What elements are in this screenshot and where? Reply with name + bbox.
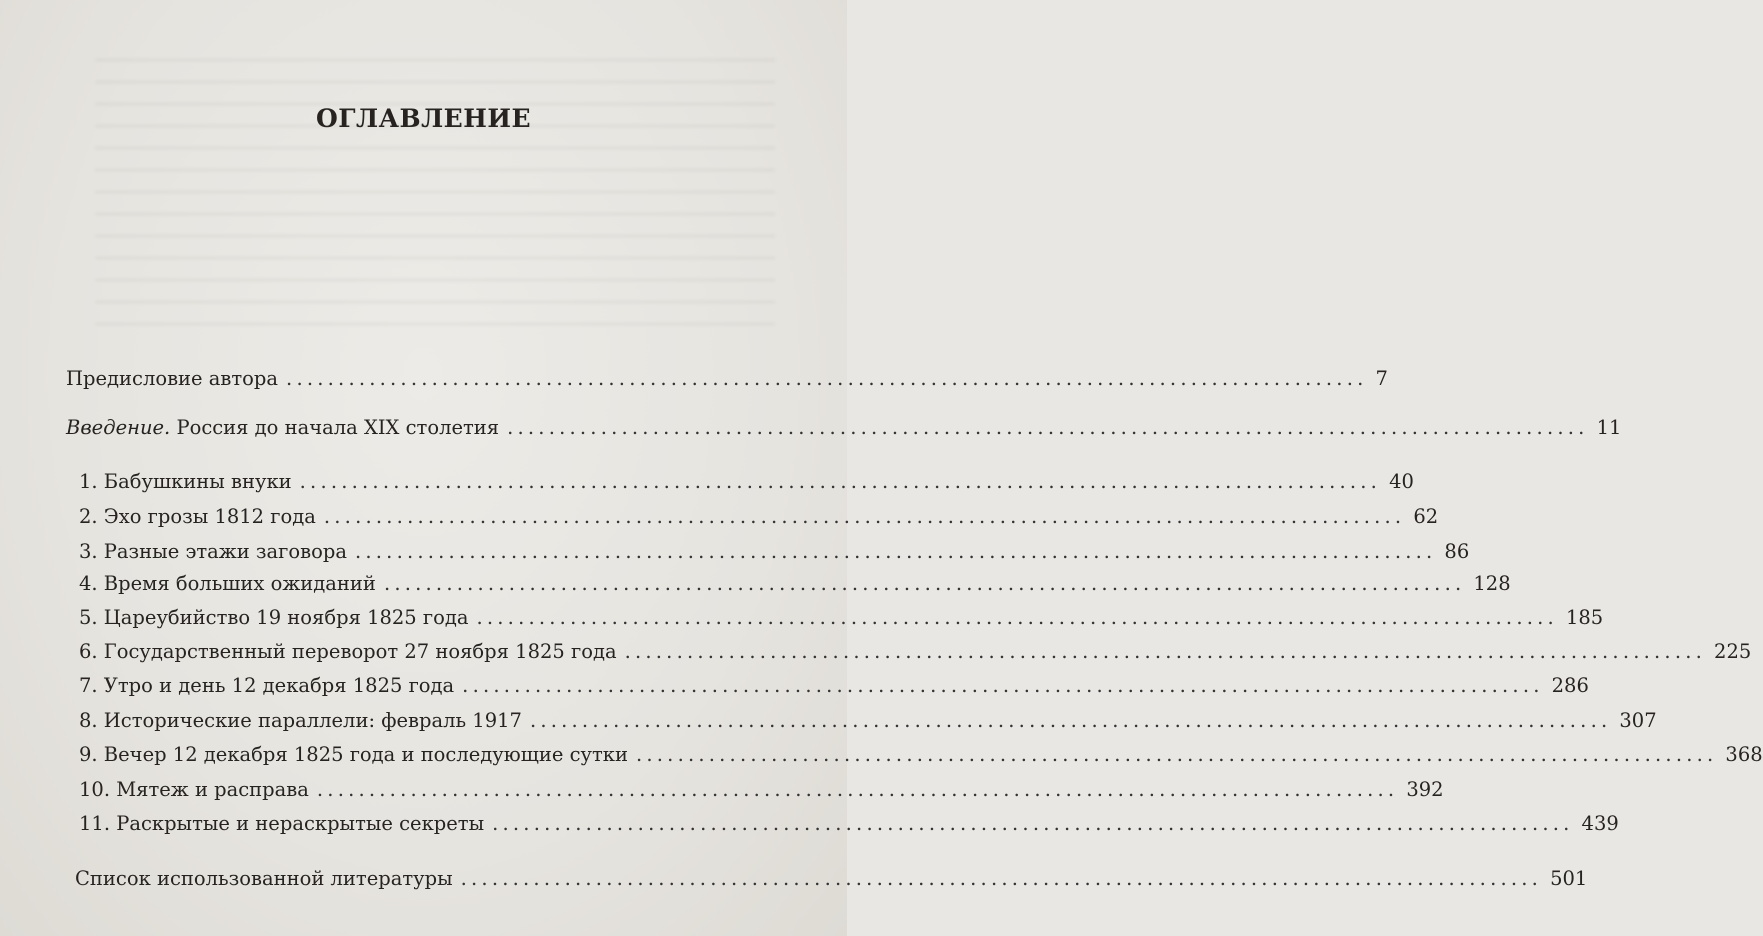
toc-entry-page: 7 [1375, 367, 1388, 390]
toc-entry-label: 6. Государственный переворот 27 ноября 1825 года [79, 640, 617, 663]
leader-dots: ........................................................................................................ [635, 743, 1718, 766]
leader-dots: ........................................................................................................ [492, 812, 1574, 835]
toc-entry-introduction [66, 416, 1622, 440]
leader-dots: ........................................................................................................ [299, 470, 1382, 493]
toc-entry-label: 2. Эхо грозы 1812 года [79, 505, 316, 528]
toc-entry-label: 8. Исторические параллели: февраль 1917 [79, 709, 522, 732]
toc-entry-chapter-2 [79, 505, 1439, 529]
toc-entry-chapter-8 [79, 709, 1657, 733]
toc-entry-label: 1. Бабушкины внуки [79, 470, 292, 493]
leader-dots: ........................................................................................................ [460, 867, 1543, 890]
toc-entry-label: Предисловие автора [66, 367, 279, 390]
page-title: ОГЛАВЛЕНИЕ [315, 104, 532, 133]
leader-dots: ........................................................................................................ [323, 505, 1406, 528]
toc-entry-chapter-7 [79, 674, 1589, 698]
leader-dots: ........................................................................................................ [624, 640, 1707, 663]
toc-entry-page: 62 [1413, 505, 1439, 528]
leader-dots: ........................................................................................................ [476, 606, 1558, 629]
toc-entry-page: 286 [1551, 674, 1589, 697]
toc-entry-label: 4. Время больших ожиданий [79, 572, 376, 595]
toc-entry-page: 128 [1473, 572, 1511, 595]
leader-dots: ........................................................................................................ [462, 674, 1544, 697]
toc-entry-label: 5. Цареубийство 19 ноября 1825 года [79, 606, 469, 629]
toc-entry-page: 501 [1550, 867, 1588, 890]
toc-entry-page: 11 [1596, 416, 1622, 439]
toc-entry-chapter-6 [79, 640, 1752, 664]
toc-entry-page: 86 [1444, 540, 1470, 563]
leader-dots: ........................................................................................................ [316, 778, 1399, 801]
toc-entry-chapter-11 [79, 812, 1619, 836]
toc-entry-page: 439 [1581, 812, 1619, 835]
toc-entry-preface [66, 367, 1388, 391]
leader-dots: ........................................................................................................ [286, 367, 1368, 390]
toc-entry-page: 307 [1619, 709, 1657, 732]
toc-entry-label: 3. Разные этажи заговора [79, 540, 347, 563]
toc-entry-bibliography [75, 867, 1588, 891]
toc-entry-label-italic: Введение. [66, 416, 171, 439]
leader-dots: ........................................................................................................ [354, 540, 1437, 563]
toc-entry-label: 10. Мятеж и расправа [79, 778, 309, 801]
toc-entry-chapter-4 [79, 572, 1511, 596]
toc-entry-page: 225 [1714, 640, 1752, 663]
toc-entry-chapter-1 [79, 470, 1414, 494]
toc-entry-label: 9. Вечер 12 декабря 1825 года и последующие сутки [79, 743, 628, 766]
toc-entry-page: 368 [1725, 743, 1763, 766]
toc-entry-page: 185 [1565, 606, 1604, 629]
toc-entry-chapter-10 [79, 778, 1444, 802]
leader-dots: ........................................................................................................ [383, 572, 1466, 595]
toc-entry-label: 7. Утро и день 12 декабря 1825 года [79, 674, 455, 697]
toc-entry-chapter-5 [79, 606, 1604, 630]
toc-entry-chapter-3 [79, 540, 1470, 564]
toc-entry-chapter-9 [79, 743, 1763, 767]
toc-entry-label: 11. Раскрытые и нераскрытые секреты [79, 812, 485, 835]
toc-entry-page: 392 [1406, 778, 1444, 801]
toc-entry-page: 40 [1389, 470, 1414, 493]
toc-entry-label: Список использованной литературы [75, 867, 453, 890]
toc-entry-label: Россия до начала XIX столетия [176, 416, 500, 439]
leader-dots: ........................................................................................................ [529, 709, 1612, 732]
leader-dots: ........................................................................................................ [507, 416, 1589, 439]
